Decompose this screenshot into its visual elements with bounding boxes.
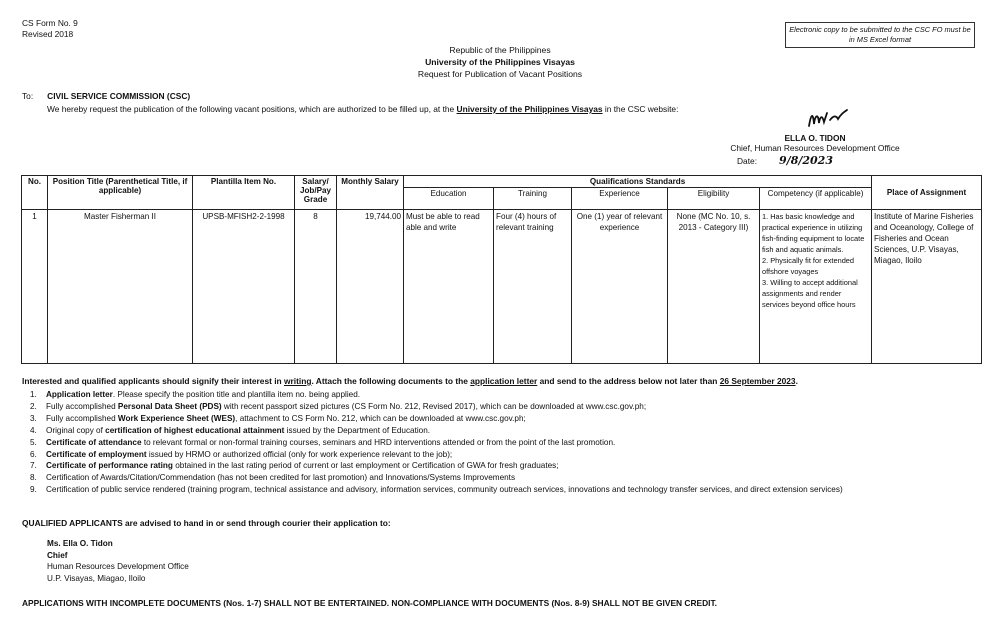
- recipient: CIVIL SERVICE COMMISSION (CSC): [47, 91, 191, 101]
- header-plantilla: Plantilla Item No.: [193, 176, 295, 210]
- signatory-title: Chief, Human Resources Development Office: [730, 143, 900, 153]
- address-location: U.P. Visayas, Miagao, Iloilo: [47, 573, 146, 583]
- date-label: Date:: [737, 156, 758, 166]
- item-bold: Application letter: [46, 390, 113, 399]
- item-number: 2.: [30, 401, 37, 411]
- interest-text: .: [795, 376, 798, 386]
- header-position-title: Position Title (Parenthetical Title, if applicable): [48, 176, 193, 210]
- compliance-warning: APPLICATIONS WITH INCOMPLETE DOCUMENTS (Nos. 1-7) SHALL NOT BE ENTERTAINED. NON-COMPLIANCE WITH DOCUMENTS (Nos. 8-9) SHALL NOT BE GIVEN CREDIT.: [22, 598, 717, 608]
- item-text: issued by the Department of Education.: [284, 425, 431, 435]
- cell-education: Must be able to read able and write: [404, 210, 494, 364]
- header-place: Place of Assignment: [872, 176, 982, 210]
- address-position: Chief: [47, 550, 68, 560]
- document-title: Request for Publication of Vacant Positions: [417, 69, 583, 79]
- address-name: Ms. Ella O. Tidon: [47, 539, 113, 548]
- competency-item: 3. Willing to accept additional assignments and render services beyond office hours: [762, 278, 858, 309]
- deadline: 26 September 2023: [719, 376, 796, 386]
- item-text: Certification of public service rendered (training program, technical assistance and advisory, information services, community outreach services, innovations and technology transfer services, and direct extension services): [46, 485, 843, 495]
- form-number-block: [22, 18, 78, 40]
- date-value: 9/8/2023: [779, 154, 833, 167]
- qualified-applicants-notice: [22, 518, 391, 528]
- item-number: 4.: [30, 425, 37, 435]
- cell-position: Master Fisherman II: [48, 210, 193, 364]
- item-bold: Personal Data Sheet (PDS): [117, 401, 222, 411]
- mailing-address: [47, 538, 189, 584]
- interest-writing: writing: [284, 376, 312, 386]
- item-number: 1.: [30, 390, 37, 399]
- required-documents-list: [22, 389, 843, 496]
- document-header: [300, 44, 700, 80]
- item-number: 7.: [30, 461, 37, 471]
- item-text: , attachment to CS Form No. 212, which can be downloaded at www.csc.gov.ph;: [235, 413, 526, 423]
- interest-text: . Attach the following documents to the: [311, 376, 471, 386]
- request-agency: University of the Philippines Visayas: [456, 104, 603, 114]
- item-number: 6.: [30, 449, 37, 459]
- cell-grade: 8: [295, 210, 337, 364]
- cell-eligibility: None (MC No. 10, s. 2013 - Category III): [668, 210, 760, 364]
- item-text: obtained in the last rating period of current or last employment or Certification of GWA for fresh graduates;: [172, 461, 559, 471]
- qualified-bold: QUALIFIED APPLICANTS: [22, 518, 123, 528]
- list-item: [22, 437, 843, 449]
- header-eligibility: Eligibility: [668, 188, 760, 210]
- list-item: [22, 460, 843, 472]
- qualified-text: are advised to hand in or send through courier their application to:: [122, 518, 391, 528]
- addressee-line: [22, 91, 190, 101]
- list-item: [22, 449, 843, 461]
- header-training: Training: [494, 188, 572, 210]
- item-number: 5.: [30, 437, 37, 447]
- signatory-name: ELLA O. TIDON: [784, 133, 846, 143]
- request-text-after: in the CSC website:: [602, 104, 679, 114]
- form-revision: Revised 2018: [22, 29, 74, 39]
- address-office: Human Resources Development Office: [47, 562, 189, 571]
- cell-salary: 19,744.00: [337, 210, 404, 364]
- signatory-block: [720, 133, 910, 153]
- cell-training: Four (4) hours of relevant training: [494, 210, 572, 364]
- item-text: issued by HRMO or authorized official (only for work experience relevant to the job);: [146, 449, 453, 459]
- signature-image: [803, 104, 853, 132]
- header-monthly-salary: Monthly Salary: [337, 176, 404, 210]
- request-statement: [47, 104, 678, 114]
- table-row: [22, 210, 982, 364]
- interest-instructions: [22, 376, 798, 386]
- interest-text: and send to the address below not later than: [537, 376, 720, 386]
- item-number: 8.: [30, 473, 37, 483]
- header-salary-grade: Salary/ Job/Pay Grade: [295, 176, 337, 210]
- interest-application-letter: application letter: [470, 376, 538, 386]
- form-number: CS Form No. 9: [22, 18, 78, 28]
- item-text: Original copy of: [46, 425, 106, 435]
- list-item: [22, 401, 843, 413]
- header-no: No.: [22, 176, 48, 210]
- university-name: University of the Philippines Visayas: [425, 57, 575, 67]
- date-line: [737, 154, 833, 167]
- cell-experience: One (1) year of relevant experience: [572, 210, 668, 364]
- item-text: Fully accomplished: [46, 413, 118, 423]
- header-qualifications: Qualifications Standards: [404, 176, 872, 188]
- item-text: to relevant formal or non-formal training courses, seminars and HRD interventions attended or from the point of the last promotion.: [141, 437, 616, 447]
- item-text: Fully accomplished: [46, 401, 118, 411]
- header-competency: Competency (if applicable): [760, 188, 872, 210]
- item-text: with recent passport sized pictures (CS Form No. 212, Revised 2017), which can be downloaded at www.csc.gov.ph;: [221, 401, 647, 411]
- republic-label: Republic of the Philippines: [449, 45, 551, 55]
- cell-plantilla: UPSB-MFISH2-2-1998: [193, 210, 295, 364]
- cell-competency: [760, 210, 872, 364]
- item-number: 3.: [30, 413, 37, 423]
- competency-item: 2. Physically fit for extended offshore voyages: [762, 256, 855, 276]
- interest-text: Interested and qualified applicants should signify their interest in: [22, 376, 284, 386]
- item-number: 9.: [30, 485, 37, 495]
- item-bold: Work Experience Sheet (WES): [117, 413, 236, 423]
- item-text: Certification of Awards/Citation/Commendation (has not been credited for last promotion) and Innovations/Systems Improvements: [46, 473, 516, 483]
- electronic-copy-note: Electronic copy to be submitted to the CSC FO must be in MS Excel format: [785, 22, 975, 48]
- list-item: [22, 389, 843, 401]
- item-bold: Certificate of performance rating: [46, 461, 173, 471]
- list-item: [22, 472, 843, 484]
- header-education: Education: [404, 188, 494, 210]
- to-label: To:: [22, 91, 34, 101]
- header-experience: Experience: [572, 188, 668, 210]
- list-item: [22, 425, 843, 437]
- competency-item: 1. Has basic knowledge and practical experience in utilizing fish-finding equipment to locate fish and aquatic animals.: [762, 212, 865, 254]
- vacant-positions-table: [21, 175, 982, 364]
- list-item: [22, 484, 843, 496]
- list-item: [22, 413, 843, 425]
- item-bold: certification of highest educational attainment: [105, 425, 285, 435]
- cell-place: Institute of Marine Fisheries and Oceanology, College of Fisheries and Ocean Sciences, U.P. Visayas, Miagao, Iloilo: [872, 210, 982, 364]
- item-text: . Please specify the position title and plantilla item no. being applied.: [112, 390, 361, 399]
- cell-no: 1: [22, 210, 48, 364]
- item-bold: Certificate of attendance: [46, 437, 142, 447]
- request-text-before: We hereby request the publication of the following vacant positions, which are authorized to be filled up, at the: [47, 104, 457, 114]
- item-bold: Certificate of employment: [46, 449, 147, 459]
